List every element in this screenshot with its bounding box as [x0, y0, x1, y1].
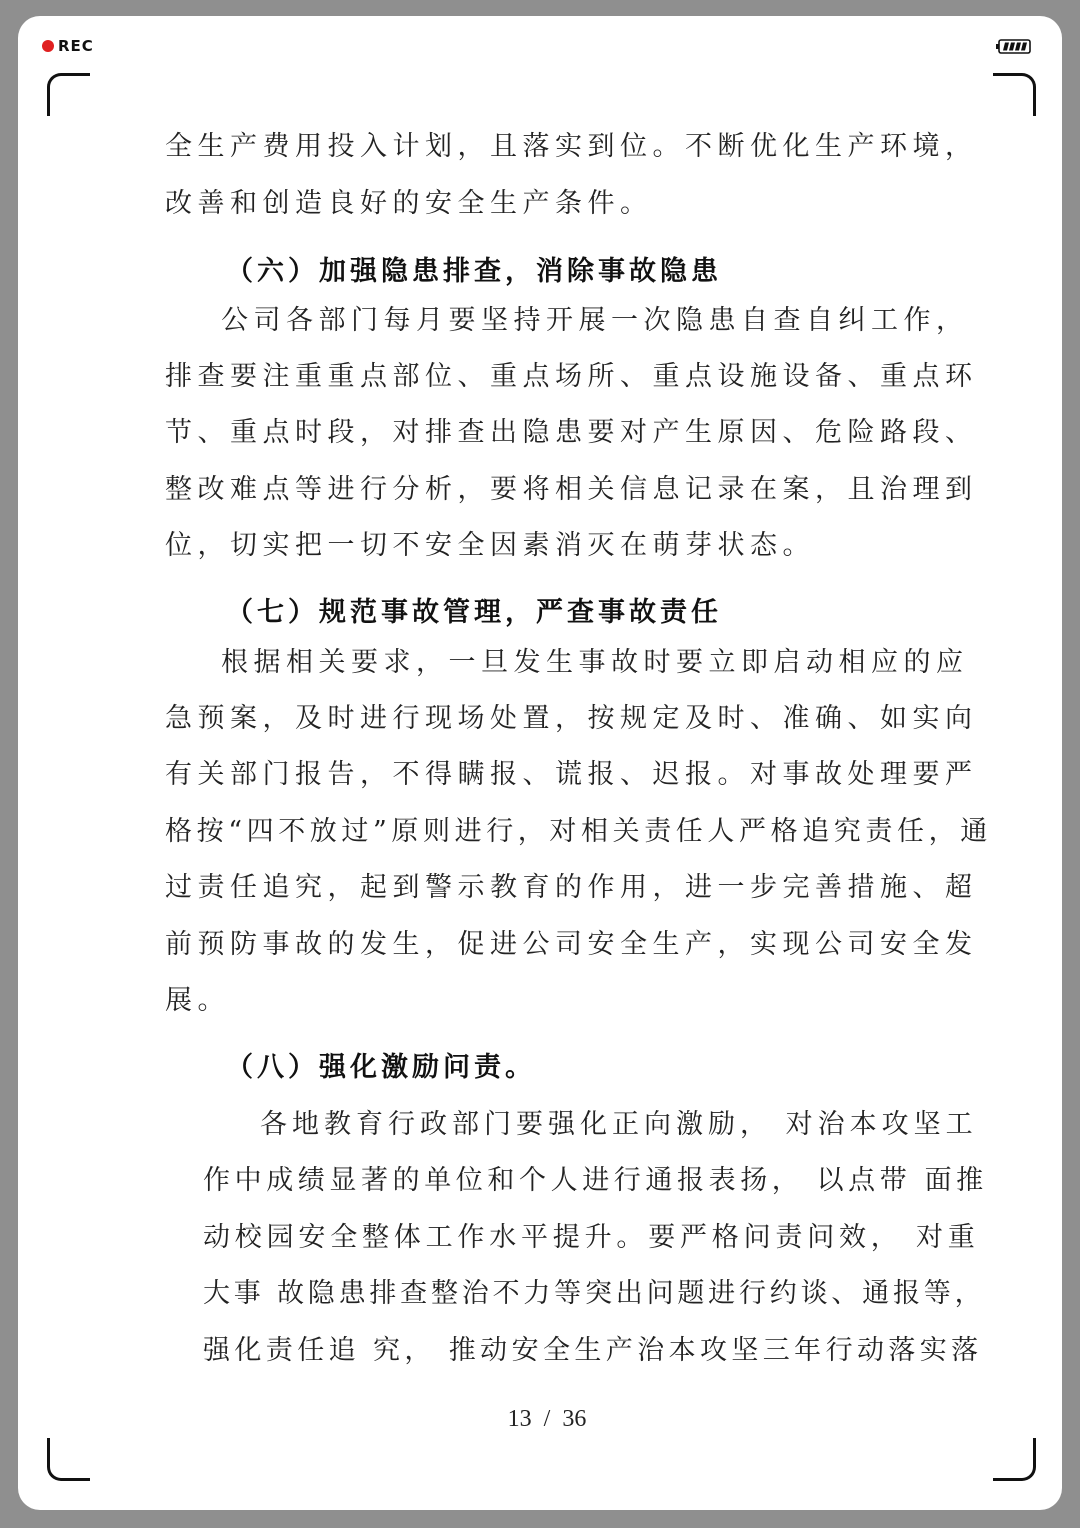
paragraph-line: 各地教育行政部门要强化正向激励， 对治本攻坚工 — [260, 1109, 978, 1140]
paragraph-line: 作中成绩显著的单位和个人进行通报表扬， 以点带 面推 — [203, 1165, 988, 1196]
paragraph-line: 过责任追究，起到警示教育的作用，进一步完善措施、超 — [165, 872, 978, 903]
paragraph-line: 整改难点等进行分析，要将相关信息记录在案，且治理到 — [165, 474, 978, 505]
paragraph-line: 前预防事故的发生，促进公司安全生产，实现公司安全发 — [165, 929, 978, 960]
document-viewer — [18, 16, 1062, 1510]
paragraph-line: 动校园安全整体工作水平提升。要严格问责问效， 对重 — [203, 1222, 980, 1253]
page-indicator: 13 / 36 — [507, 1406, 587, 1432]
paragraph-line: 全生产费用投入计划，且落实到位。不断优化生产环境， — [165, 131, 978, 162]
paragraph-line: 排查要注重重点部位、重点场所、重点设施设备、重点环 — [165, 361, 978, 392]
paragraph-line: 公司各部门每月要坚持开展一次隐患自查自纠工作， — [221, 305, 969, 336]
document-page — [18, 16, 1062, 1510]
paragraph-line: 改善和创造良好的安全生产条件。 — [165, 188, 653, 219]
paragraph-line: 位，切实把一切不安全因素消灭在萌芽状态。 — [165, 530, 815, 561]
paragraph-line: 急预案，及时进行现场处置，按规定及时、准确、如实向 — [165, 703, 978, 734]
section-heading-8: （八）强化激励问责。 — [226, 1052, 536, 1083]
paragraph-line: 根据相关要求，一旦发生事故时要立即启动相应的应 — [221, 647, 969, 678]
rec-label: REC — [58, 37, 94, 55]
paragraph-line: 大事 故隐患排查整治不力等突出问题进行约谈、通报等， — [203, 1278, 986, 1309]
paragraph-line: 展。 — [165, 985, 230, 1016]
section-heading-7: （七）规范事故管理，严查事故责任 — [226, 597, 722, 628]
paragraph-line: 强化责任追 究， 推动安全生产治本攻坚三年行动落实落 — [203, 1335, 983, 1366]
section-heading-6: （六）加强隐患排查，消除事故隐患 — [226, 256, 722, 287]
paragraph-line: 有关部门报告，不得瞒报、谎报、迟报。对事故处理要严 — [165, 759, 978, 790]
paragraph-line: 格按“四不放过”原则进行，对相关责任人严格追究责任，通 — [165, 816, 992, 847]
paragraph-line: 节、重点时段，对排查出隐患要对产生原因、危险路段、 — [165, 417, 978, 448]
